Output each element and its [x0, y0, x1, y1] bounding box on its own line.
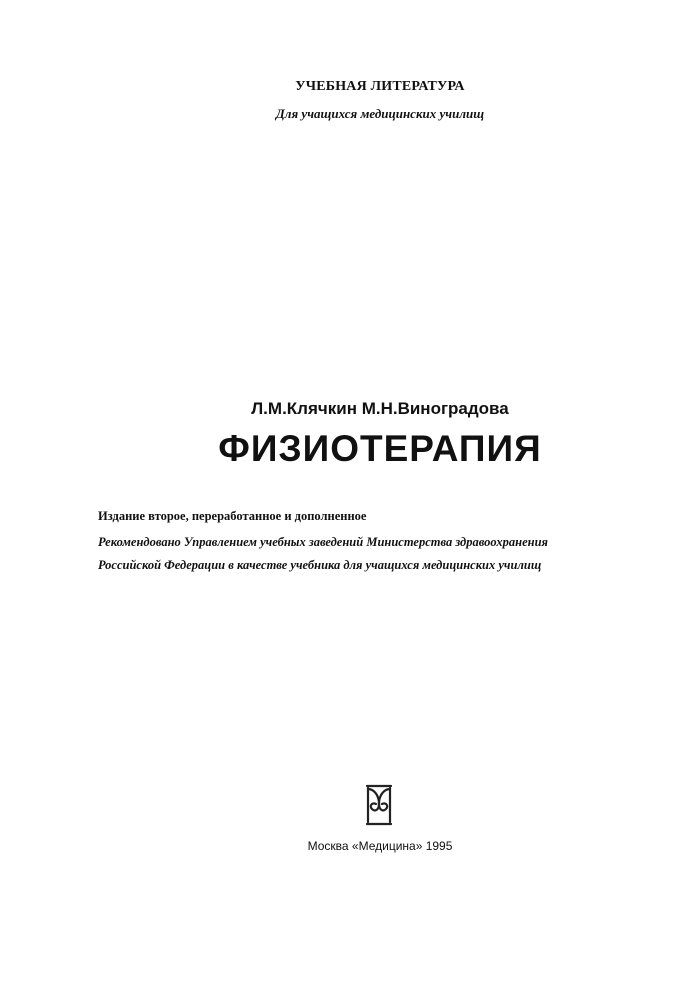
series-title: УЧЕБНАЯ ЛИТЕРАТУРА — [295, 79, 465, 94]
book-title: ФИЗИОТЕРАПИЯ — [218, 428, 542, 469]
edition-note: Издание второе, переработанное и дополненное — [98, 509, 367, 523]
recommendation-line-2: Российской Федерации в качестве учебника для учащихся медицинских училищ — [98, 558, 542, 572]
series-subtitle: Для учащихся медицинских училищ — [275, 106, 485, 121]
publisher-imprint: Москва «Медицина» 1995 — [307, 839, 453, 853]
recommendation-line-1: Рекомендовано Управлением учебных заведений Министерства здравоохранения — [98, 535, 548, 549]
publisher-logo-m-icon — [359, 784, 399, 826]
authors: Л.М.Клячкин М.Н.Виноградова — [251, 399, 509, 418]
